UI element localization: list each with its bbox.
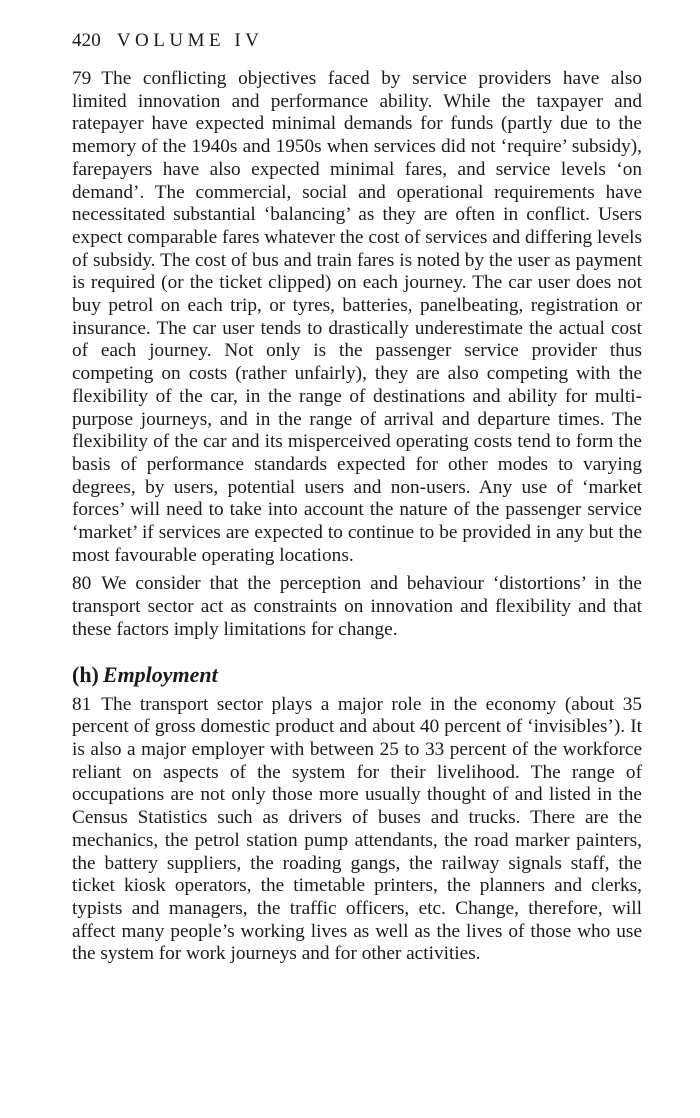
paragraph-80 <box>72 573 642 641</box>
volume-label: VOLUME IV <box>116 30 264 51</box>
section-heading <box>72 662 642 688</box>
paragraph-text: The transport sector plays a major role in the economy (about 35 percent of gross domestic product and about 40 percent of ‘invisibles’). It is also a major employer with between 25 to 33 percent of the workforce reliant on aspects of the system for their livelihood. The range of occupations are not only those more usually thought of and listed in the Census Statistics such as drivers of buses and trucks. There are the mechanics, the petrol station pump attendants, the road marker painters, the battery suppliers, the roading gangs, the railway signals staff, the ticket kiosk operators, the timetable printers, the planners and clerks, typists and managers, the traffic officers, etc. Change, therefore, will affect many people’s working lives as well as the lives of those who use the system for work journeys and for other activities. <box>72 693 642 965</box>
paragraph-number: 80 <box>72 573 92 595</box>
paragraph-79 <box>72 68 642 567</box>
paragraph-number: 79 <box>72 68 92 89</box>
page-number: 420 <box>72 30 101 51</box>
body-text <box>72 68 642 966</box>
section-title: Employment <box>102 661 218 687</box>
paragraph-81 <box>72 694 642 966</box>
paragraph-text: The conflicting objectives faced by service providers have also limited innovation and performance ability. While the taxpayer and ratepayer have expected minimal demands for funds (partly due to the memory of the 1940s and 1950s when services did not ‘require’ subsidy), farepayers have also expected minimal fares, and service levels ‘on demand’. The commercial, social and operational requirements have necessitated substantial ‘balancing’ as they are often in conflict. Users expect comparable fares whatever the cost of services and differing levels of subsidy. The cost of bus and train fares is noted by the user as payment is required (or the ticket clipped) on each journey. The car user does not buy petrol on each trip, or tyres, batteries, panelbeating, registration or insurance. The car user tends to drastically underestimate the actual cost of each journey. Not only is the passenger service provider thus competing on costs (rather unfairly), they are also competing with the flexibility of the car, in the range of destinations and ability for multi-purpose journeys, and in the range of arrival and departure times. The flexibility of the car and its misperceived operating costs tend to form the basis of performance standards expected for other modes to varying degrees, by users, potential users and non-users. Any use of ‘market forces’ will need to take into account the nature of the passenger service ‘market’ if services are expected to continue to be provided in any but the most favourable operating locations. <box>72 68 642 566</box>
paragraph-number: 81 <box>72 693 92 715</box>
running-header <box>72 30 263 52</box>
section-label: (h) <box>72 661 99 687</box>
paragraph-text: We consider that the perception and behaviour ‘distortions’ in the transport sector act as constraints on innovation and flexibility and that these factors imply limitations for change. <box>72 573 642 640</box>
